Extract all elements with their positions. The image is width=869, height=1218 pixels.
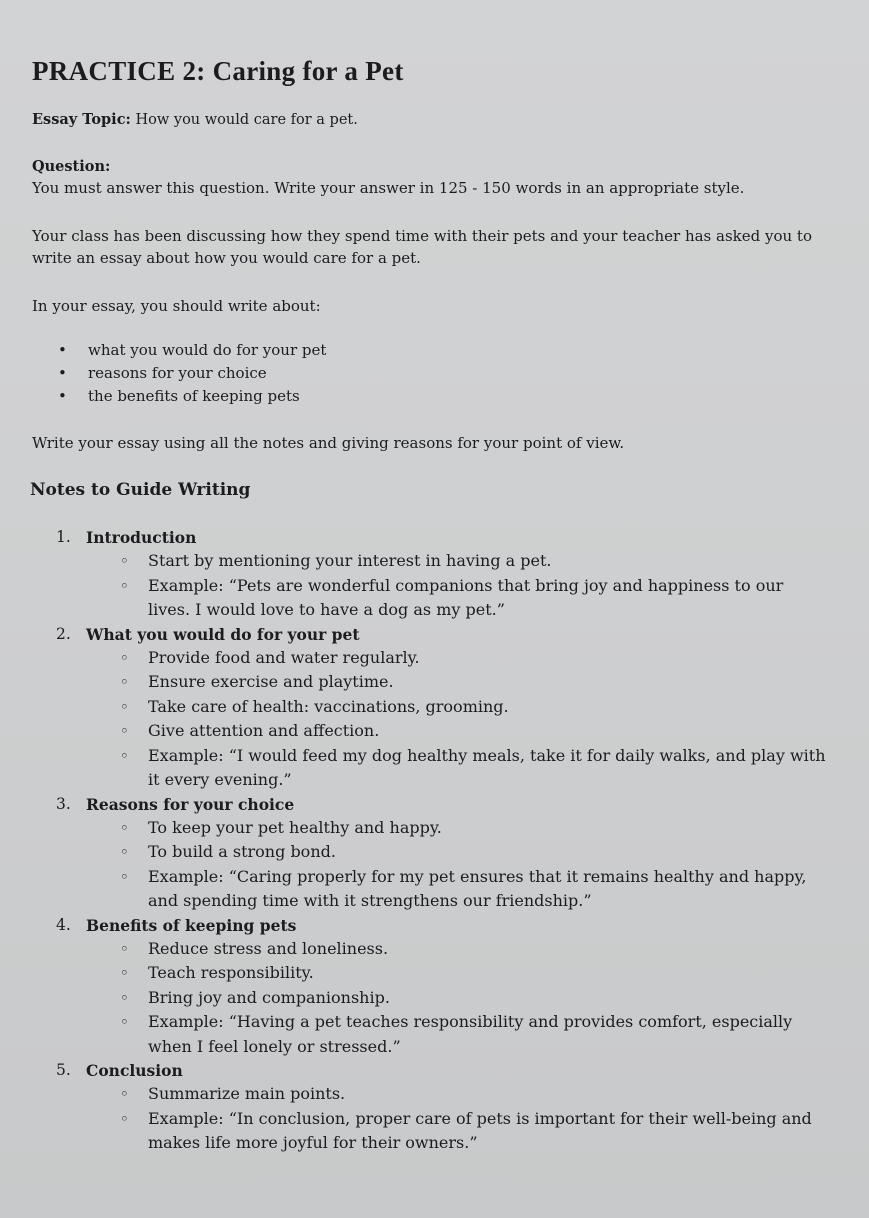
- notes-heading: Notes to Guide Writing: [30, 480, 251, 500]
- list-item: ◦ Ensure exercise and playtime.: [120, 670, 829, 695]
- list-item: ◦ Summarize main points.: [120, 1082, 829, 1107]
- section-title: Introduction: [86, 528, 197, 547]
- list-item: ◦ Example: “Pets are wonderful companions that bring joy and happiness to our lives. I would love to have a dog as my pet.”: [120, 574, 829, 623]
- list-item: ◦ Example: “Caring properly for my pet ensures that it remains healthy and happy, and spending time with it strengthens our friendship.”: [120, 865, 829, 914]
- section-title: What you would do for your pet: [86, 624, 360, 644]
- notes-list: [30, 526, 829, 1156]
- section-number: 2.: [56, 624, 71, 643]
- context-paragraph: Your class has been discussing how they spend time with their pets and your teacher has asked you to write an essay about how you would care for a pet.: [32, 227, 812, 267]
- section-items: [56, 549, 829, 623]
- list-item: ◦ Bring joy and companionship.: [120, 986, 829, 1011]
- section-items: [56, 1082, 829, 1156]
- list-item: ◦ To keep your pet healthy and happy.: [120, 816, 829, 841]
- prompt-point: • the benefits of keeping pets: [58, 385, 829, 408]
- list-item: ◦ Example: “In conclusion, proper care of pets is important for their well-being and makes life more joyful for their owners.”: [120, 1107, 829, 1156]
- section-title: Reasons for your choice: [86, 794, 295, 814]
- section-items: [56, 937, 829, 1060]
- final-instruction: Write your essay using all the notes and giving reasons for your point of view.: [32, 434, 625, 452]
- section-number: 4.: [56, 915, 71, 934]
- prompt-point: • what you would do for your pet: [58, 339, 829, 362]
- section-number: 5.: [56, 1061, 71, 1079]
- notes-section-introduction: [56, 526, 829, 623]
- essay-topic: [32, 111, 829, 128]
- section-title: Benefits of keeping pets: [86, 915, 297, 935]
- notes-section-what-you-would-do: [56, 623, 829, 793]
- list-item: ◦ Example: “I would feed my dog healthy meals, take it for daily walks, and play with it every evening.”: [120, 744, 829, 793]
- notes-section-benefits: [56, 914, 829, 1060]
- essay-topic-text: How you would care for a pet.: [135, 112, 358, 128]
- notes-section-conclusion: [56, 1059, 829, 1156]
- list-item: ◦ Take care of health: vaccinations, grooming.: [120, 695, 829, 720]
- section-title: Conclusion: [86, 1061, 183, 1080]
- essay-topic-label: Essay Topic:: [32, 111, 131, 128]
- list-item: ◦ Give attention and affection.: [120, 719, 829, 744]
- page-title: PRACTICE 2: Caring for a Pet: [32, 56, 404, 86]
- section-items: [56, 816, 829, 914]
- prompt-point: • reasons for your choice: [58, 362, 829, 385]
- notes-section-reasons: [56, 793, 829, 914]
- list-item: ◦ Reduce stress and loneliness.: [120, 937, 829, 962]
- section-number: 3.: [56, 794, 71, 813]
- list-item: ◦ Example: “Having a pet teaches responsibility and provides comfort, especially when I feel lonely or stressed.”: [120, 1010, 829, 1059]
- prompt-intro: In your essay, you should write about:: [32, 297, 321, 315]
- question-instruction: You must answer this question. Write your answer in 125 - 150 words in an appropriate style.: [32, 179, 745, 197]
- prompt-points-list: [58, 339, 829, 408]
- question-label: Question:: [32, 158, 111, 175]
- list-item: ◦ Teach responsibility.: [120, 961, 829, 986]
- list-item: ◦ To build a strong bond.: [120, 840, 829, 865]
- section-number: 1.: [56, 528, 71, 546]
- list-item: ◦ Start by mentioning your interest in having a pet.: [120, 549, 829, 574]
- section-items: [56, 646, 829, 793]
- list-item: ◦ Provide food and water regularly.: [120, 646, 829, 671]
